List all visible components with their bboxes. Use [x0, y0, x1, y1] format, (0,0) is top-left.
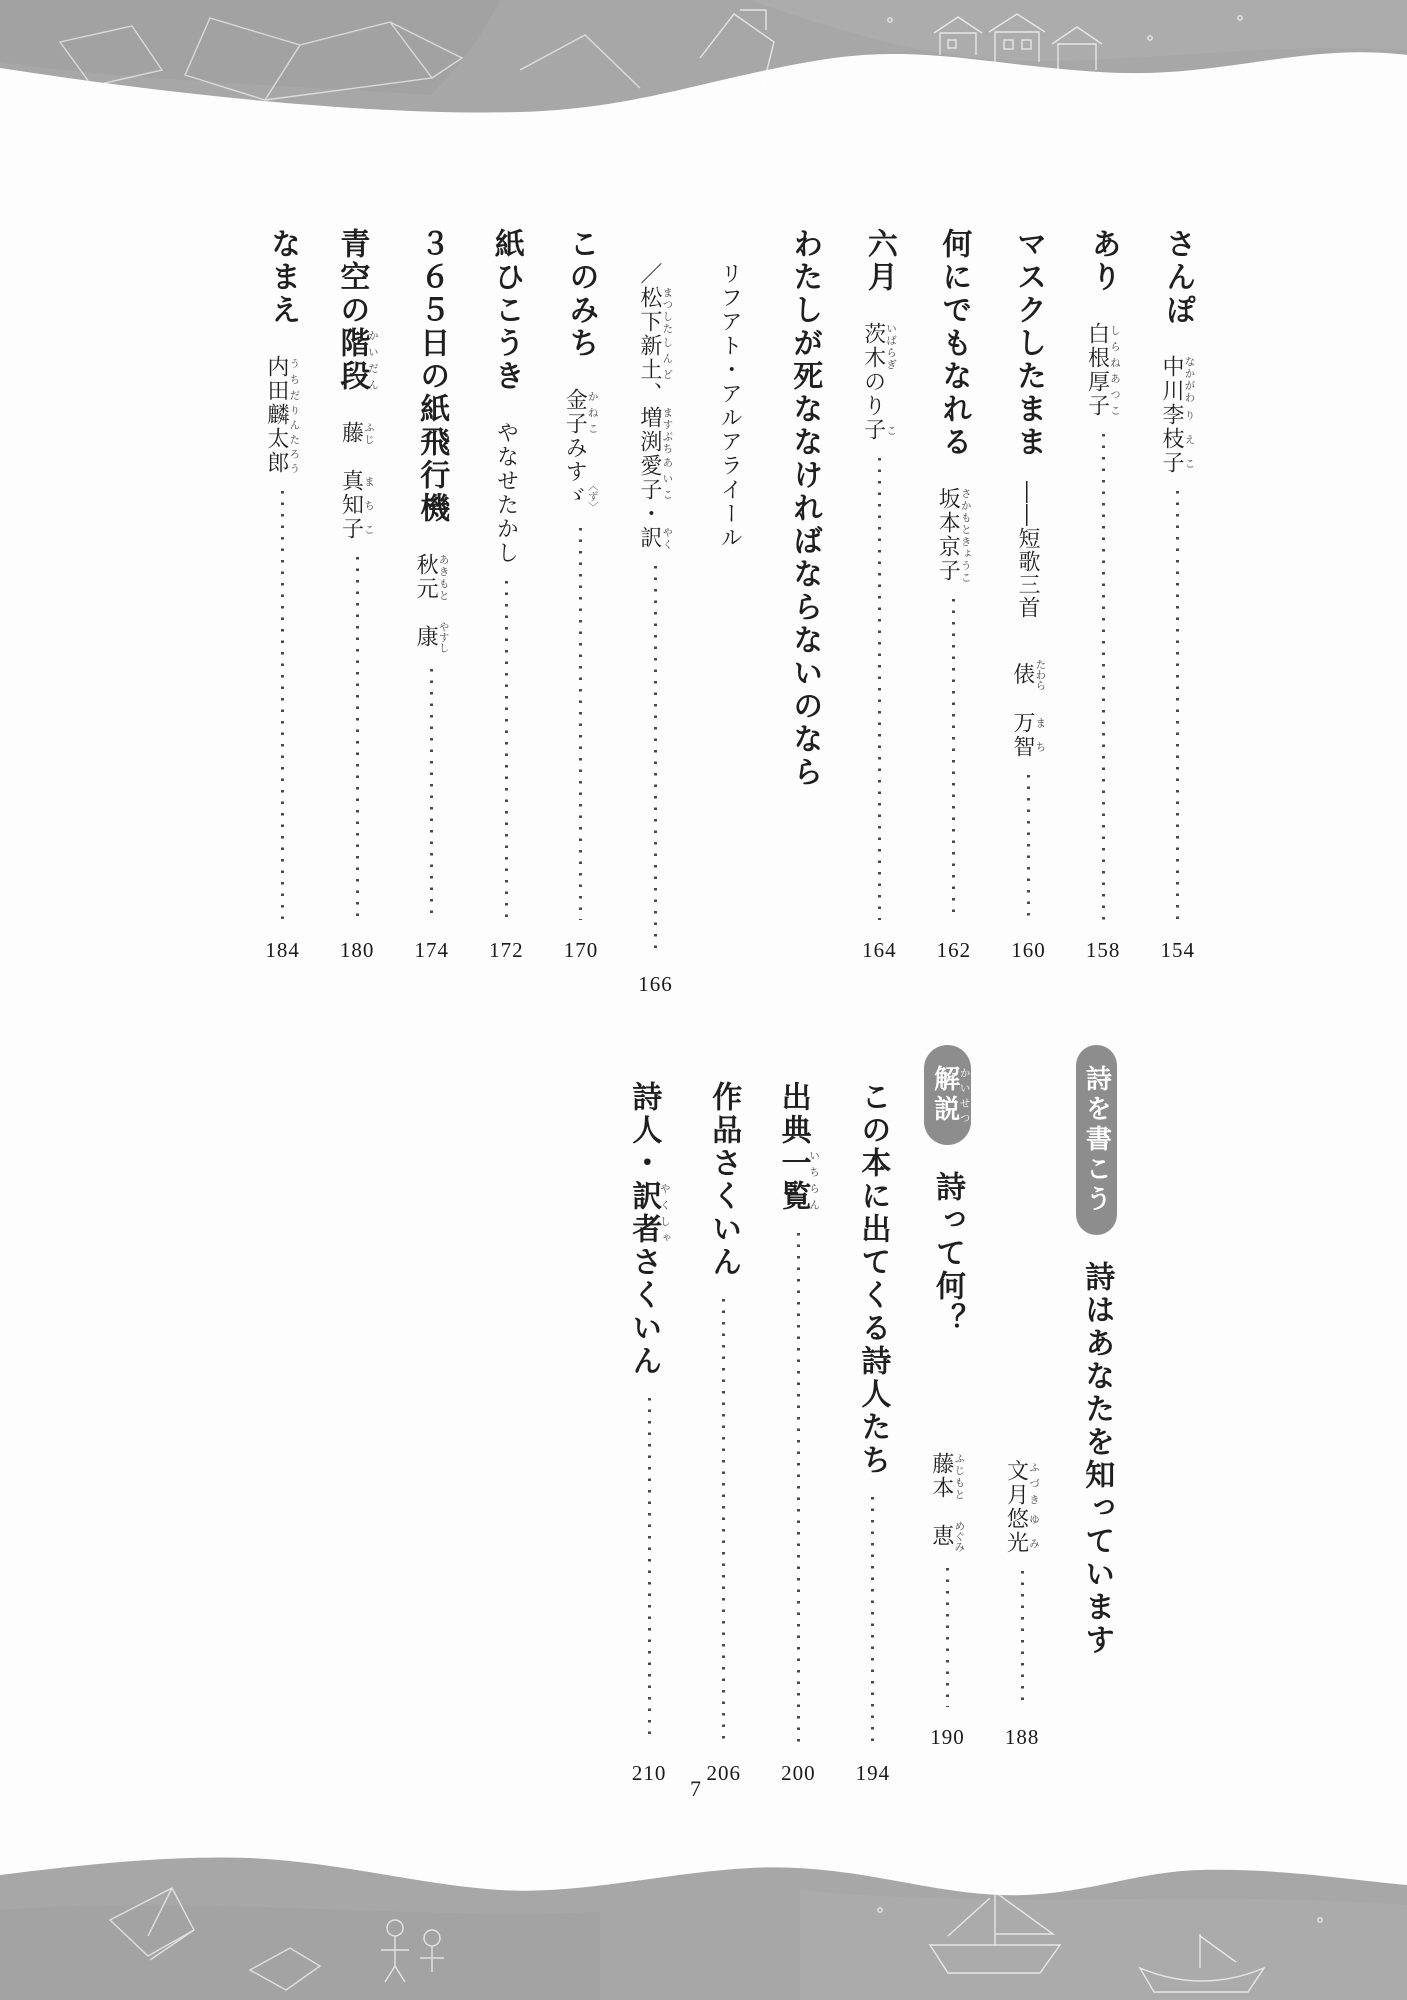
dotted-leader — [797, 1233, 800, 1743]
toc-entry-konomichi — [544, 228, 619, 963]
toc-entry-sanpo — [1140, 228, 1215, 963]
entry-page-number: 166 — [638, 972, 673, 996]
entry-title: ３６５日の紙飛行機 — [415, 228, 449, 525]
entry-title: わたしが死ななければならないのなら — [788, 228, 822, 789]
toc-entry-watashi-title-col — [767, 228, 842, 963]
badge-label: 詩を書こう — [1082, 1065, 1113, 1215]
dotted-leader — [356, 557, 359, 920]
entry-title: 詩はあなたを知っています — [1080, 1261, 1114, 1657]
appendix-entry-write-poems-title-col — [1059, 1045, 1134, 1750]
entry-page-number: 154 — [1160, 938, 1195, 962]
dotted-leader — [648, 1398, 651, 1743]
entry-page-number: 190 — [930, 1725, 965, 1749]
entry-title: この本に出てくる詩人たち — [856, 1081, 890, 1477]
folio-page-number: 7 — [690, 1776, 701, 1801]
appendix-entry-poet-translator-index — [612, 1045, 687, 1786]
dotted-leader — [430, 669, 433, 920]
entry-page-number: 206 — [706, 1761, 741, 1785]
dotted-leader — [1027, 775, 1030, 920]
entry-page-number: 164 — [862, 938, 897, 962]
toc-entry-365nichi — [394, 228, 469, 963]
appendix-entry-work-index — [686, 1045, 761, 1786]
section-badge-write-poems — [1076, 1045, 1117, 1235]
badge-label: 解説かいせつ — [930, 1065, 971, 1125]
entry-author: 俵たわら 万智まち — [1010, 659, 1047, 759]
entry-author: 白根しらね厚子あつこ — [1085, 322, 1121, 418]
dotted-leader — [871, 1497, 874, 1743]
entry-page-number: 200 — [781, 1761, 816, 1785]
toc-entry-watashi-author2-col — [618, 228, 693, 997]
toc-entry-watashi-author1-col — [693, 228, 768, 997]
toc-main-section — [245, 228, 1215, 996]
entry-title: 青空の階段かいだん — [335, 228, 379, 393]
dotted-leader — [1021, 1571, 1024, 1707]
entry-author: やなせたかし — [494, 421, 520, 565]
toc-appendix-section — [611, 1045, 1134, 1785]
section-badge-kaisetsu — [924, 1045, 970, 1145]
entry-title: さんぽ — [1161, 228, 1195, 327]
dotted-leader — [579, 528, 582, 920]
dotted-leader — [654, 566, 657, 954]
toc-entry-rokugatsu — [842, 228, 917, 963]
appendix-entry-sources — [761, 1045, 836, 1786]
bottom-decorative-band — [0, 1850, 1407, 2000]
entry-title: 六月 — [862, 228, 896, 294]
entry-page-number: 170 — [563, 938, 599, 962]
dotted-leader — [281, 491, 284, 920]
entry-page-number: 188 — [1004, 1725, 1040, 1749]
entry-author: 藤本ふじもと 恵めぐみ — [929, 1452, 966, 1552]
entry-author: 秋元あきもと 康やすし — [414, 553, 450, 653]
dotted-leader — [722, 1299, 725, 1743]
entry-title: 詩って何？ — [931, 1171, 965, 1336]
entry-author: 藤ふじ 真知子まちこ — [339, 421, 376, 541]
entry-title: 作品さくいん — [707, 1081, 741, 1279]
entry-translator: ／松下まつした新土しんど、増渕ますぶち愛子あいこ・訳やく — [637, 262, 674, 550]
entry-page-number: 174 — [414, 938, 450, 962]
entry-title: なまえ — [266, 228, 300, 327]
dotted-leader — [1176, 491, 1179, 920]
entry-author: 坂本さかもと京子きょうこ — [936, 487, 972, 583]
appendix-entry-kaisetsu — [910, 1045, 985, 1750]
entry-title: 何にでもなれる — [937, 228, 971, 459]
entry-title: このみち — [564, 228, 598, 360]
entry-author: 文月ふづき悠光ゆみ — [1004, 1459, 1040, 1555]
toc-entry-ari — [1066, 228, 1141, 963]
entry-page-number: 172 — [489, 938, 524, 962]
dotted-leader — [1102, 434, 1105, 920]
toc-entry-kamihikouki — [469, 228, 544, 963]
entry-page-number: 158 — [1085, 938, 1121, 962]
toc-entry-aozora — [320, 228, 395, 963]
entry-page-number: 184 — [265, 938, 300, 962]
entry-page-number: 210 — [631, 1761, 667, 1785]
entry-subtitle: ――短歌三首 — [1016, 481, 1042, 619]
entry-author: 金子かねこみすゞ〈ず〉 — [563, 388, 599, 512]
entry-title: 出典一覧いちらん — [776, 1081, 821, 1213]
entry-title: 紙ひこうき — [489, 228, 523, 393]
entry-title: マスクしたまま — [1012, 228, 1046, 459]
toc-entry-namae — [245, 228, 320, 963]
entry-page-number: 160 — [1011, 938, 1046, 962]
entry-title: あり — [1086, 228, 1120, 294]
entry-page-number: 180 — [339, 938, 375, 962]
dotted-leader — [505, 581, 508, 920]
top-decorative-band — [0, 0, 1407, 150]
dotted-leader — [952, 599, 955, 920]
entry-author: 茨木いばらぎのり子こ — [861, 322, 898, 442]
dotted-leader — [946, 1568, 949, 1707]
entry-page-number: 162 — [936, 938, 972, 962]
entry-author: リフアト・アルアライール — [718, 262, 744, 550]
entry-page-number: 194 — [855, 1761, 891, 1785]
entry-author: 中川なかがわ李枝子りえこ — [1160, 355, 1196, 475]
entry-title: 詩人・訳者やくしゃさくいん — [627, 1081, 671, 1378]
appendix-entry-poets-in-book — [836, 1045, 911, 1786]
appendix-entry-write-poems-author-col — [985, 1045, 1060, 1750]
dotted-leader — [878, 458, 881, 920]
entry-author: 内田うちだ麟太郎りんたろう — [264, 355, 301, 475]
toc-entry-nanidemo — [917, 228, 992, 963]
toc-entry-mask — [991, 228, 1066, 963]
